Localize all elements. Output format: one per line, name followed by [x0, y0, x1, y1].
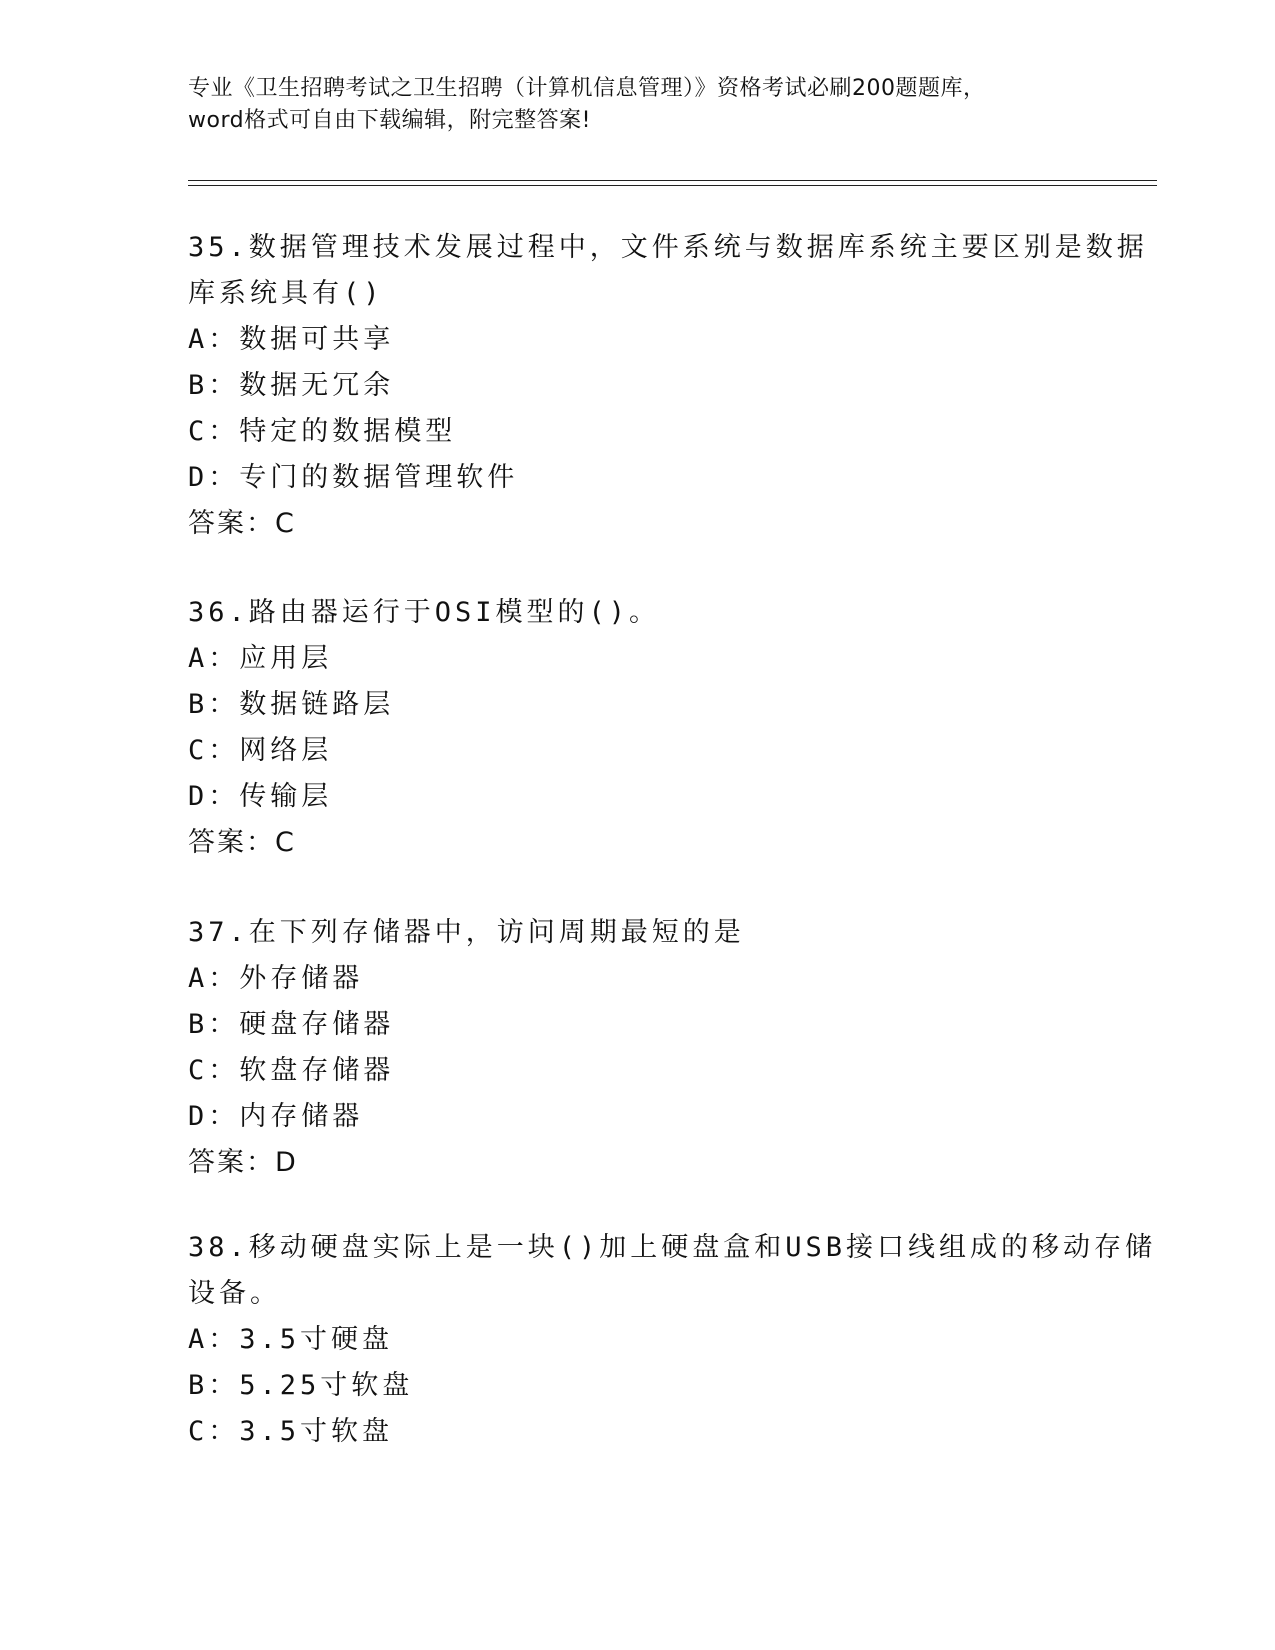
- question-35: [188, 225, 1148, 547]
- document-header: [188, 73, 1088, 137]
- question-36: [188, 590, 1088, 866]
- header-title-line-2: word格式可自由下载编辑，附完整答案!: [188, 108, 591, 133]
- answer-text: 答案：C: [188, 827, 296, 858]
- answer-text: 答案：C: [188, 508, 296, 539]
- option-b: B：5.25寸软盘: [188, 1370, 414, 1401]
- option-c: C：网络层: [188, 735, 333, 766]
- option-d: D：传输层: [188, 781, 333, 812]
- option-b: B：数据链路层: [188, 689, 395, 720]
- option-a: A：数据可共享: [188, 324, 395, 355]
- option-c: C：3.5寸软盘: [188, 1416, 394, 1447]
- question-stem-line: 36.路由器运行于OSI模型的()。: [188, 597, 661, 628]
- question-stem-line: 37.在下列存储器中，访问周期最短的是: [188, 917, 745, 948]
- header-title-line-1: 专业《卫生招聘考试之卫生招聘（计算机信息管理）》资格考试必刷200题题库，: [188, 76, 986, 101]
- option-b: B：硬盘存储器: [188, 1009, 395, 1040]
- answer-text: 答案：D: [188, 1147, 298, 1178]
- option-c: C：特定的数据模型: [188, 416, 457, 447]
- option-a: A：3.5寸硬盘: [188, 1324, 394, 1355]
- header-divider-top: [188, 180, 1157, 181]
- option-a: A：应用层: [188, 643, 333, 674]
- question-37: [188, 910, 1088, 1186]
- option-d: D：内存储器: [188, 1101, 364, 1132]
- question-stem-line: 38.移动硬盘实际上是一块()加上硬盘盒和USB接口线组成的移动存储: [188, 1232, 1157, 1263]
- option-d: D：专门的数据管理软件: [188, 462, 519, 493]
- option-c: C：软盘存储器: [188, 1055, 395, 1086]
- header-divider-bottom: [188, 185, 1157, 186]
- question-stem-line: 库系统具有(): [188, 278, 384, 309]
- question-stem-line: 设备。: [188, 1278, 281, 1309]
- option-b: B：数据无冗余: [188, 370, 395, 401]
- question-38: [188, 1225, 1157, 1455]
- option-a: A：外存储器: [188, 963, 364, 994]
- question-stem-line: 35.数据管理技术发展过程中，文件系统与数据库系统主要区别是数据: [188, 232, 1148, 263]
